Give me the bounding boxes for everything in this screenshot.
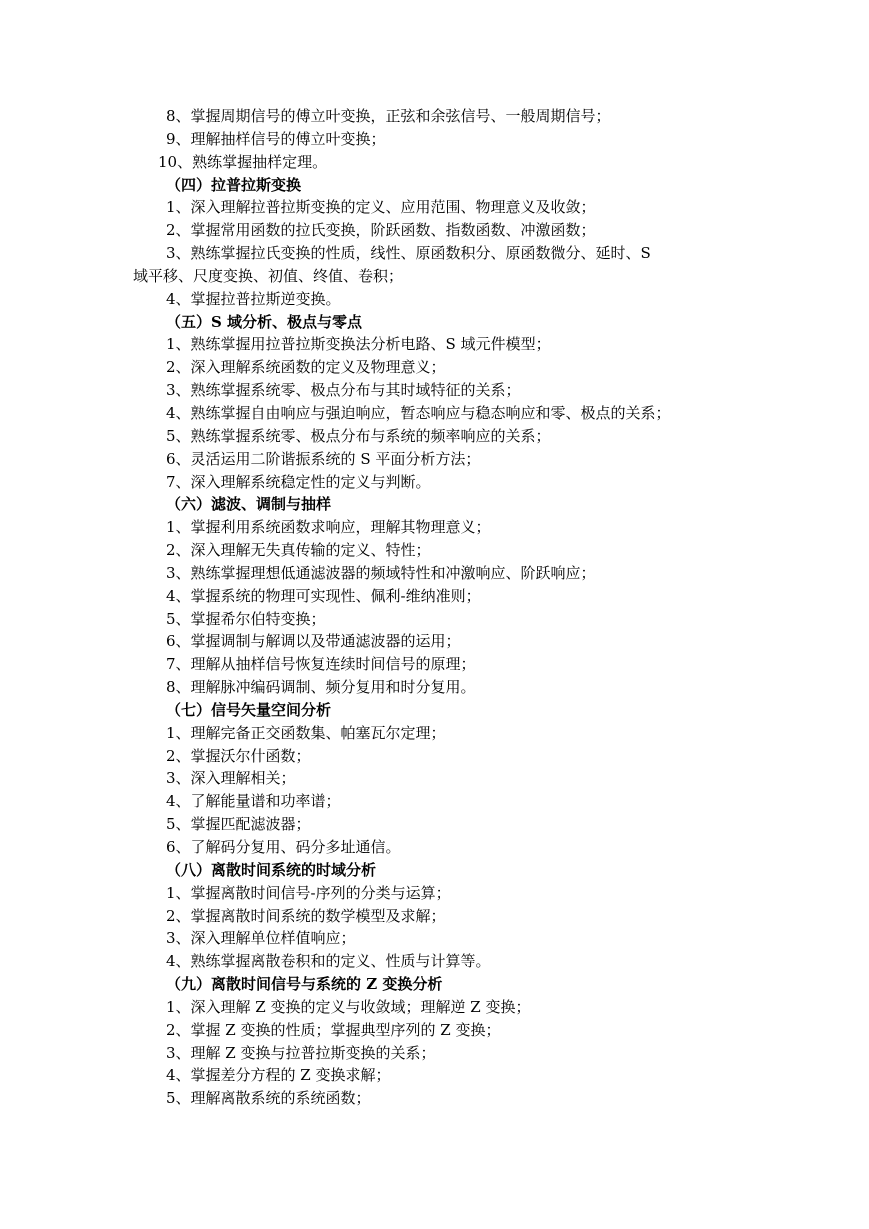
list-item: 4、熟练掌握自由响应与强迫响应，暂态响应与稳态响应和零、极点的关系； [166, 403, 671, 422]
list-item: 4、掌握差分方程的 Z 变换求解； [166, 1066, 391, 1085]
list-item: 3、深入理解单位样值响应； [166, 929, 356, 948]
list-item: 2、深入理解系统函数的定义及物理意义； [166, 358, 446, 377]
list-item: 3、理解 Z 变换与拉普拉斯变换的关系； [166, 1043, 436, 1062]
list-item: 3、熟练掌握拉氏变换的性质，线性、原函数积分、原函数微分、延时、S [166, 244, 651, 263]
list-item: 1、掌握离散时间信号-序列的分类与运算； [166, 883, 451, 902]
list-item: 4、熟练掌握离散卷积和的定义、性质与计算等。 [166, 952, 491, 971]
section-heading: （八）离散时间系统的时域分析 [166, 860, 377, 879]
section-heading: （五）S 域分析、极点与零点 [166, 312, 363, 331]
list-item: 8、理解脉冲编码调制、频分复用和时分复用。 [166, 678, 476, 697]
list-item: 7、理解从抽样信号恢复连续时间信号的原理； [166, 655, 476, 674]
list-item: 7、深入理解系统稳定性的定义与判断。 [166, 472, 431, 491]
list-item: 1、熟练掌握用拉普拉斯变换法分析电路、S 域元件模型； [166, 335, 551, 354]
list-item: 4、掌握拉普拉斯逆变换。 [166, 289, 341, 308]
list-item: 5、掌握匹配滤波器； [166, 815, 311, 834]
list-item: 2、掌握 Z 变换的性质；掌握典型序列的 Z 变换； [166, 1020, 501, 1039]
section-heading: （四）拉普拉斯变换 [166, 175, 302, 194]
list-item: 1、深入理解 Z 变换的定义与收敛域；理解逆 Z 变换； [166, 997, 531, 1016]
list-item: 1、掌握利用系统函数求响应，理解其物理意义； [166, 518, 491, 537]
section-heading: （七）信号矢量空间分析 [166, 700, 332, 719]
list-item: 4、掌握系统的物理可实现性、佩利-维纳准则； [166, 586, 481, 605]
document-body [0, 105, 869, 1110]
list-item: 3、熟练掌握系统零、极点分布与其时域特征的关系； [166, 381, 521, 400]
list-item: 3、深入理解相关； [166, 769, 296, 788]
section-heading: （六）滤波、调制与抽样 [166, 495, 332, 514]
list-item: 3、熟练掌握理想低通滤波器的频域特性和冲激响应、阶跃响应； [166, 563, 596, 582]
list-item: 5、理解离散系统的系统函数； [166, 1089, 371, 1108]
section-heading: （九）离散时间信号与系统的 Z 变换分析 [166, 975, 443, 994]
list-item-continuation: 域平移、尺度变换、初值、终值、卷积； [133, 266, 404, 285]
list-item: 9、理解抽样信号的傅立叶变换； [166, 129, 386, 148]
list-item: 1、理解完备正交函数集、帕塞瓦尔定理； [166, 723, 446, 742]
list-item: 6、了解码分复用、码分多址通信。 [166, 838, 401, 856]
list-item: 2、掌握离散时间系统的数学模型及求解； [166, 906, 446, 925]
list-item: 5、掌握希尔伯特变换； [166, 609, 326, 628]
list-item: 2、深入理解无失真传输的定义、特性； [166, 541, 431, 560]
list-item: 8、掌握周期信号的傅立叶变换，正弦和余弦信号、一般周期信号； [166, 107, 611, 125]
list-item: 4、了解能量谱和功率谱； [166, 792, 341, 811]
list-item: 1、深入理解拉普拉斯变换的定义、应用范围、物理意义及收敛； [166, 198, 596, 217]
list-item: 2、掌握常用函数的拉氏变换，阶跃函数、指数函数、冲激函数； [166, 221, 596, 240]
list-item: 10、熟练掌握抽样定理。 [158, 152, 328, 171]
list-item: 2、掌握沃尔什函数； [166, 746, 311, 765]
list-item: 6、灵活运用二阶谐振系统的 S 平面分析方法； [166, 449, 481, 468]
list-item: 6、掌握调制与解调以及带通滤波器的运用； [166, 632, 461, 651]
list-item: 5、熟练掌握系统零、极点分布与系统的频率响应的关系； [166, 426, 551, 445]
